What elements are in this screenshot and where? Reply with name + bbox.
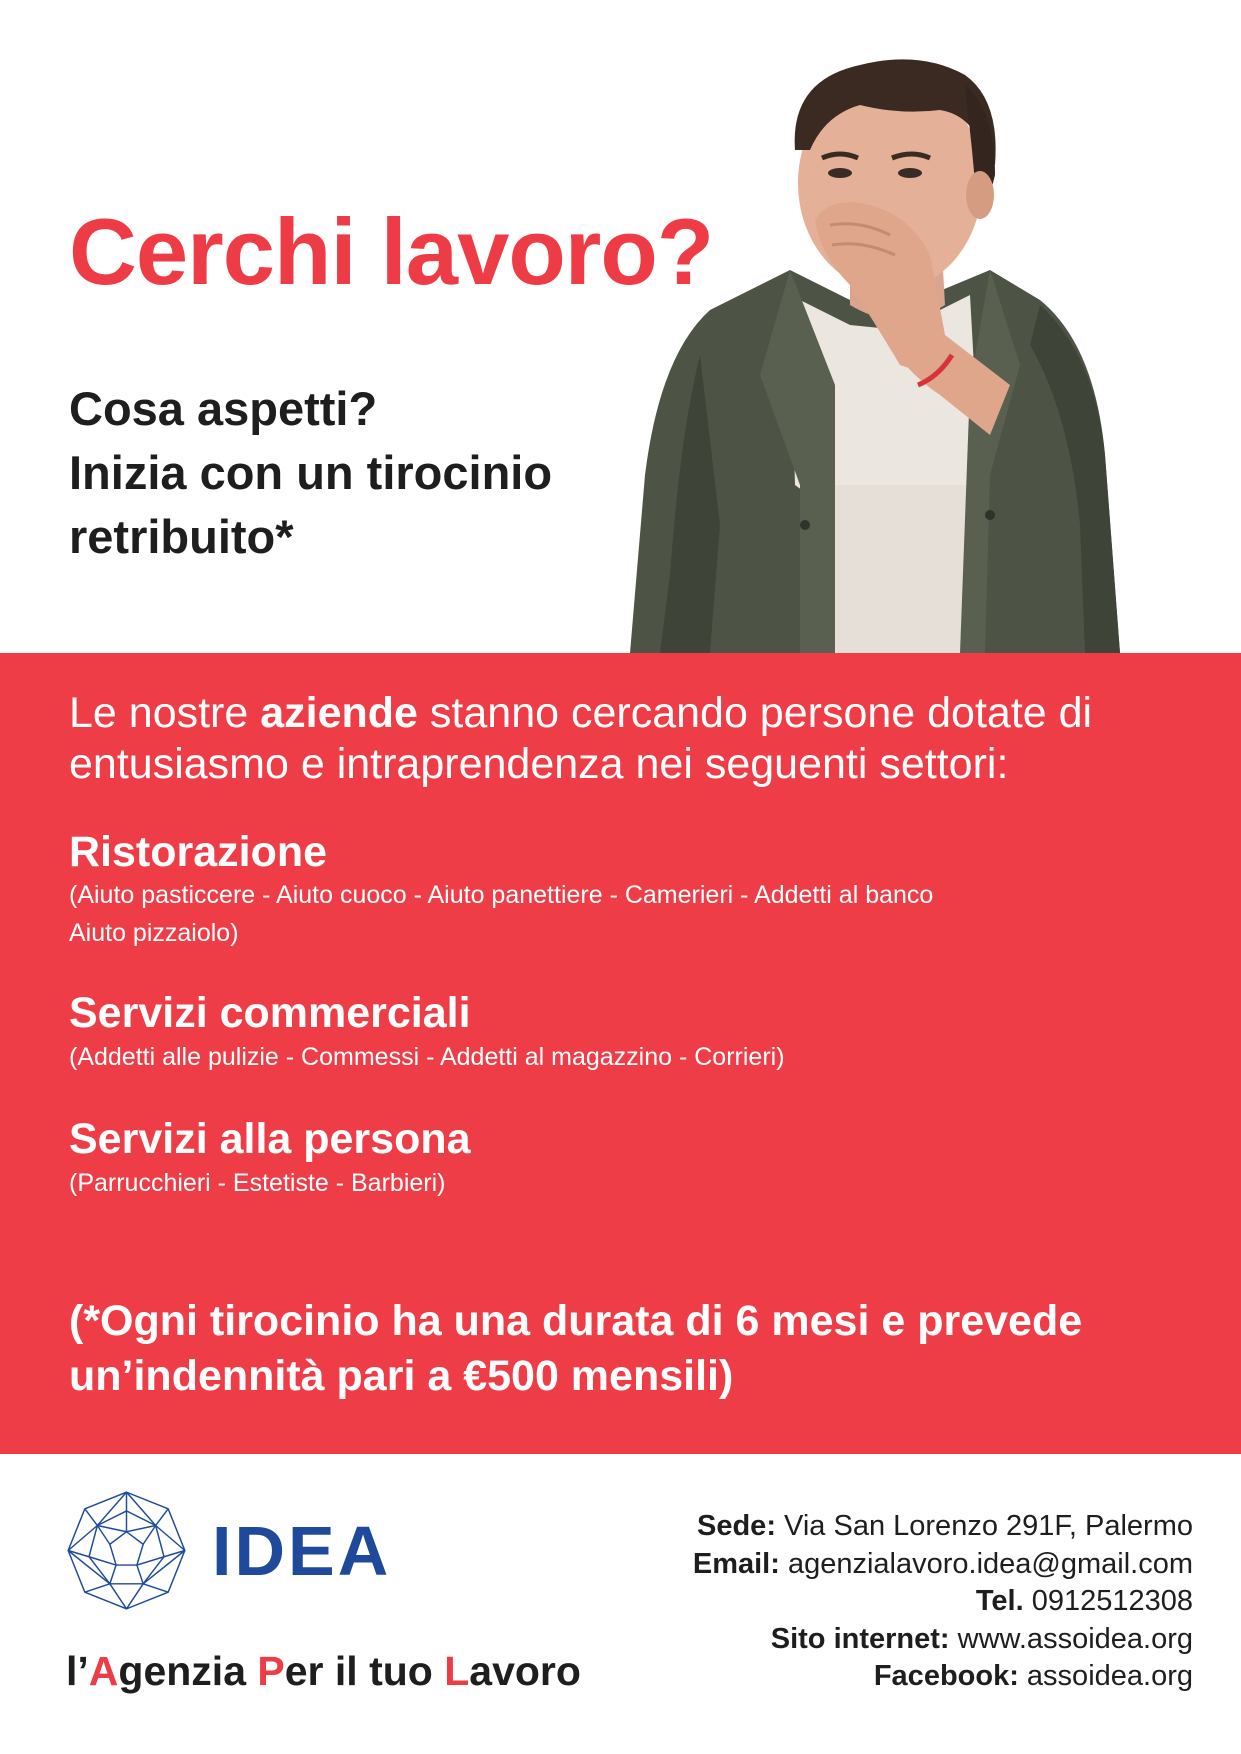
intro-text-2: stanno cercando persone dotate di (417, 689, 1093, 737)
contact-website[interactable] (693, 1621, 1193, 1659)
tagline-part: l’ (66, 1648, 89, 1694)
intro-line-1 (69, 688, 1199, 739)
tagline-part: genzia (118, 1648, 258, 1694)
sector-title-ristorazione: Ristorazione (69, 828, 328, 876)
subheadline-line-2: Inizia con un tirocinio (69, 446, 553, 499)
contact-block (693, 1508, 1193, 1696)
sector-title-servizi-persona: Servizi alla persona (69, 1115, 471, 1163)
footnote-line-1: (*Ogni tirocinio ha una durata di 6 mesi e prevede (69, 1297, 1083, 1345)
contact-value[interactable]: 0912512308 (1023, 1585, 1193, 1617)
contact-phone[interactable] (693, 1583, 1193, 1621)
sector-desc-line: (Aiuto pasticcere - Aiuto cuoco - Aiuto panettiere - Camerieri - Addetti al banco (69, 881, 934, 909)
contact-label: Tel. (975, 1585, 1024, 1617)
brand-logo-text: IDEA (212, 1512, 392, 1590)
tagline-accent-letter: L (444, 1648, 470, 1694)
footnote (69, 1294, 1189, 1404)
contact-address (693, 1508, 1193, 1546)
contact-label: Facebook: (873, 1660, 1019, 1692)
contact-value[interactable]: assoidea.org (1018, 1660, 1193, 1692)
contact-value[interactable]: www.assoidea.org (949, 1622, 1193, 1655)
sector-desc-servizi-commerciali (69, 1038, 1129, 1076)
sector-desc-servizi-persona (69, 1164, 1129, 1202)
intro-bold-word: aziende (260, 689, 418, 737)
sector-desc-line: (Addetti alle pulizie - Commessi - Addetti al magazzino - Corrieri) (69, 1043, 785, 1071)
geodesic-sphere-logo-icon (64, 1488, 189, 1613)
subheadline-line-1: Cosa aspetti? (69, 382, 378, 435)
footnote-line-2: un’indennità pari a €500 mensili) (69, 1352, 734, 1400)
intro-text-1: Le nostre (69, 689, 261, 737)
contact-value[interactable]: agenzialavoro.idea@gmail.com (779, 1547, 1193, 1580)
subheadline (69, 377, 629, 569)
sector-desc-ristorazione (69, 876, 1129, 952)
brand-tagline (66, 1648, 581, 1694)
tagline-part: er il tuo (284, 1648, 445, 1694)
contact-facebook[interactable] (693, 1658, 1193, 1696)
young-man-photo (600, 55, 1165, 653)
contact-label: Sede: (697, 1510, 776, 1542)
headline: Cerchi lavoro? (69, 199, 714, 304)
sector-desc-line: Aiuto pizzaiolo) (69, 919, 239, 947)
intro-line-2: entusiasmo e intraprendenza nei seguenti settori: (69, 740, 1009, 788)
tagline-accent-letter: A (88, 1648, 119, 1694)
tagline-accent-letter: P (257, 1648, 285, 1694)
contact-value: Via San Lorenzo 291F, Palermo (775, 1510, 1193, 1542)
intro-paragraph (69, 688, 1199, 790)
contact-email[interactable] (693, 1546, 1193, 1584)
tagline-part: avoro (469, 1648, 581, 1694)
subheadline-line-3: retribuito* (69, 510, 294, 563)
sector-desc-line: (Parrucchieri - Estetiste - Barbieri) (69, 1169, 446, 1197)
contact-label: Email: (692, 1547, 780, 1580)
contact-label: Sito internet: (770, 1622, 950, 1655)
sector-title-servizi-commerciali: Servizi commerciali (69, 989, 471, 1037)
